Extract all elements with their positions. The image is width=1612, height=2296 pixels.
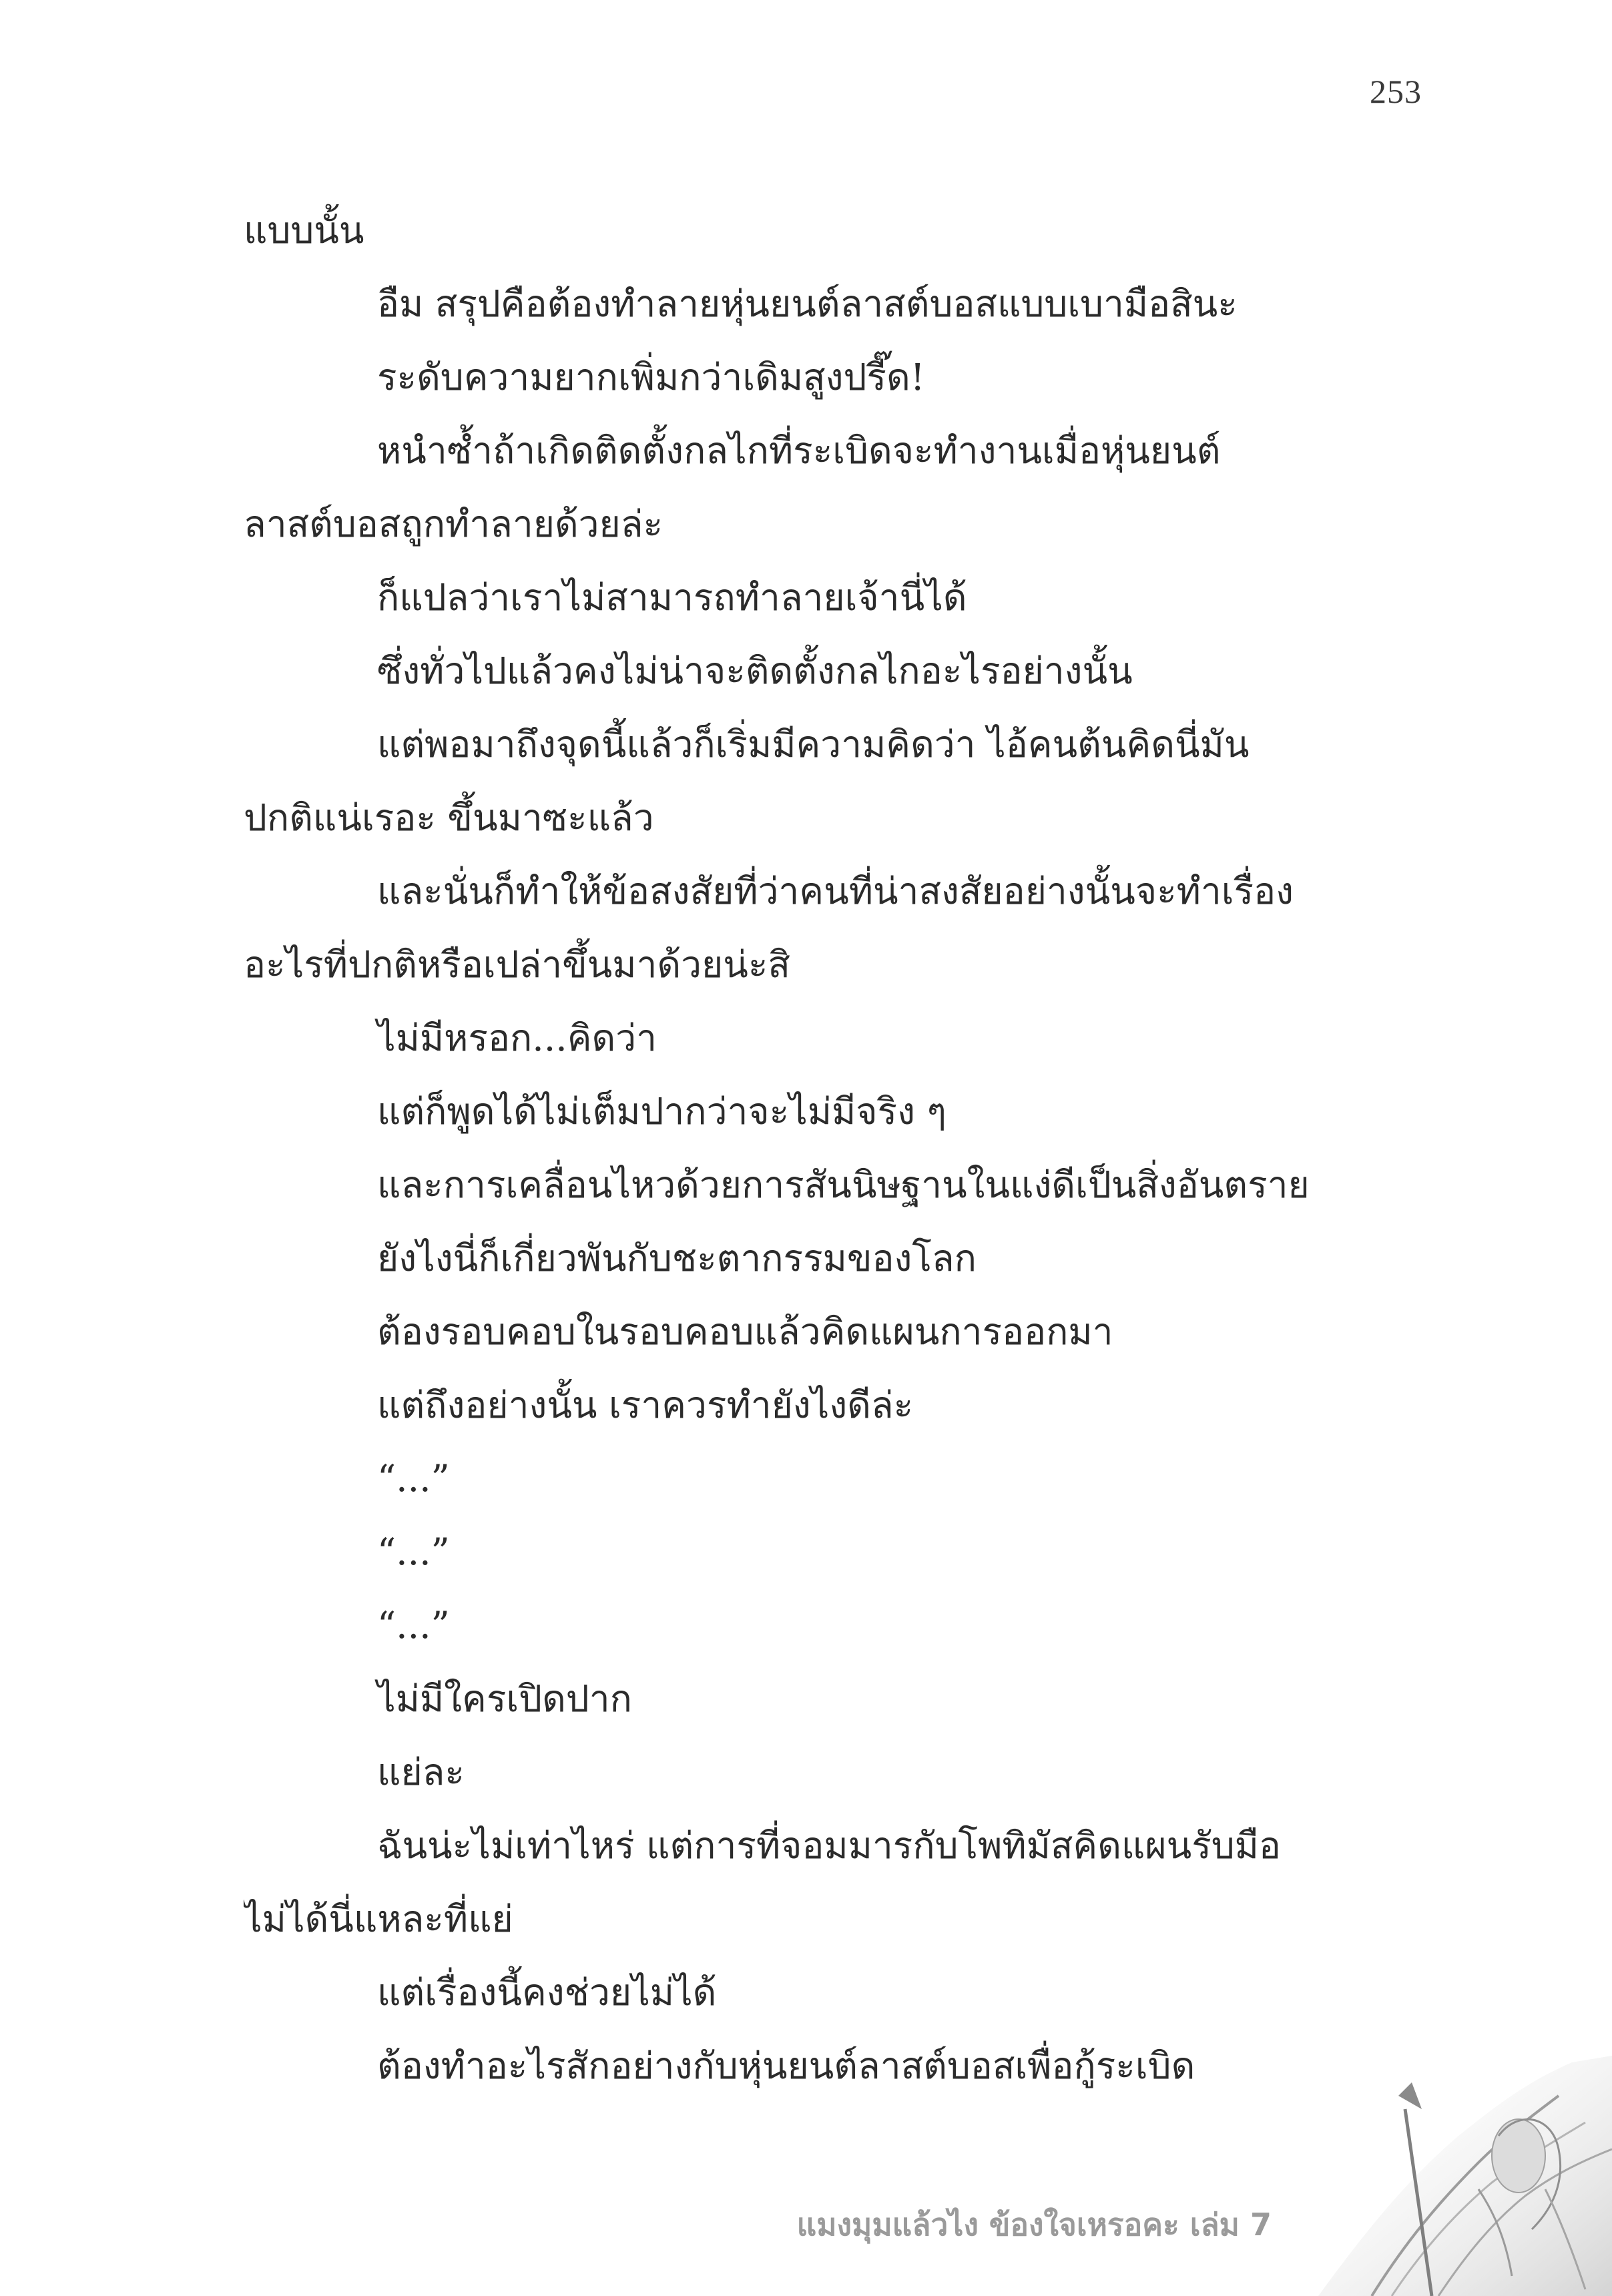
paragraph-line: ซึ่งทั่วไปแล้วคงไม่น่าจะติดตั้งกลไกอะไรอย่างนั้น: [377, 649, 1133, 692]
paragraph-line: อะไรที่ปกติหรือเปล่าขึ้นมาด้วยน่ะสิ: [244, 943, 790, 986]
paragraph-line: “...”: [377, 1457, 450, 1500]
paragraph-line: ไม่มีใครเปิดปาก: [377, 1677, 632, 1720]
paragraph-line: “...”: [377, 1530, 450, 1573]
paragraph-line: ไม่ได้นี่แหละที่แย่: [244, 1898, 513, 1940]
paragraph-line: ยังไงนี่ก็เกี่ยวพันกับชะตากรรมของโลก: [377, 1237, 977, 1279]
paragraph-line: หนำซ้ำถ้าเกิดติดตั้งกลไกที่ระเบิดจะทำงานเมื่อหุ่นยนต์: [377, 429, 1221, 472]
page-number: 253: [1370, 73, 1422, 110]
paragraph-line: และนั่นก็ทำให้ข้อสงสัยที่ว่าคนที่น่าสงสัยอย่างนั้นจะทำเรื่อง: [377, 870, 1294, 912]
paragraph-line: แต่พอมาถึงจุดนี้แล้วก็เริ่มมีความคิดว่า ไอ้คนต้นคิดนี่มัน: [377, 723, 1250, 766]
paragraph-line: และการเคลื่อนไหวด้วยการสันนิษฐานในแง่ดีเป็นสิ่งอันตราย: [377, 1163, 1310, 1206]
paragraph-line: อืม สรุปคือต้องทำลายหุ่นยนต์ลาสต์บอสแบบเบามือสินะ: [377, 282, 1238, 325]
paragraph-line: ปกติแน่เรอะ ขึ้นมาซะแล้ว: [244, 796, 654, 839]
paragraph-line: ไม่มีหรอก...คิดว่า: [377, 1017, 657, 1059]
paragraph-line: แบบนั้น: [244, 209, 364, 252]
book-title-footer: แมงมุมแล้วไง ข้องใจเหรอคะ เล่ม 7: [796, 2207, 1272, 2243]
footer-illustration: [1238, 2056, 1612, 2296]
paragraph-line: ลาสต์บอสถูกทำลายด้วยล่ะ: [244, 503, 663, 545]
paragraph-line: แต่เรื่องนี้คงช่วยไม่ได้: [377, 1971, 717, 2014]
paragraph-line: แย่ละ: [377, 1751, 465, 1793]
paragraph-line: แต่ถึงอย่างนั้น เราควรทำยังไงดีล่ะ: [377, 1384, 914, 1426]
paragraph-line: ฉันน่ะไม่เท่าไหร่ แต่การที่จอมมารกับโพทิมัสคิดแผนรับมือ: [377, 1824, 1281, 1867]
paragraph-line: ต้องทำอะไรสักอย่างกับหุ่นยนต์ลาสต์บอสเพื่อกู้ระเบิด: [377, 2044, 1195, 2087]
paragraph-line: ก็แปลว่าเราไม่สามารถทำลายเจ้านี่ได้: [377, 576, 967, 619]
paragraph-line: ระดับความยากเพิ่มกว่าเดิมสูงปรี๊ด!: [377, 356, 925, 398]
paragraph-line: ต้องรอบคอบในรอบคอบแล้วคิดแผนการออกมา: [377, 1310, 1113, 1353]
text-body: [244, 194, 1425, 2102]
paragraph-line: “...”: [377, 1604, 450, 1647]
paragraph-line: แต่ก็พูดได้ไม่เต็มปากว่าจะไม่มีจริง ๆ: [377, 1090, 947, 1133]
